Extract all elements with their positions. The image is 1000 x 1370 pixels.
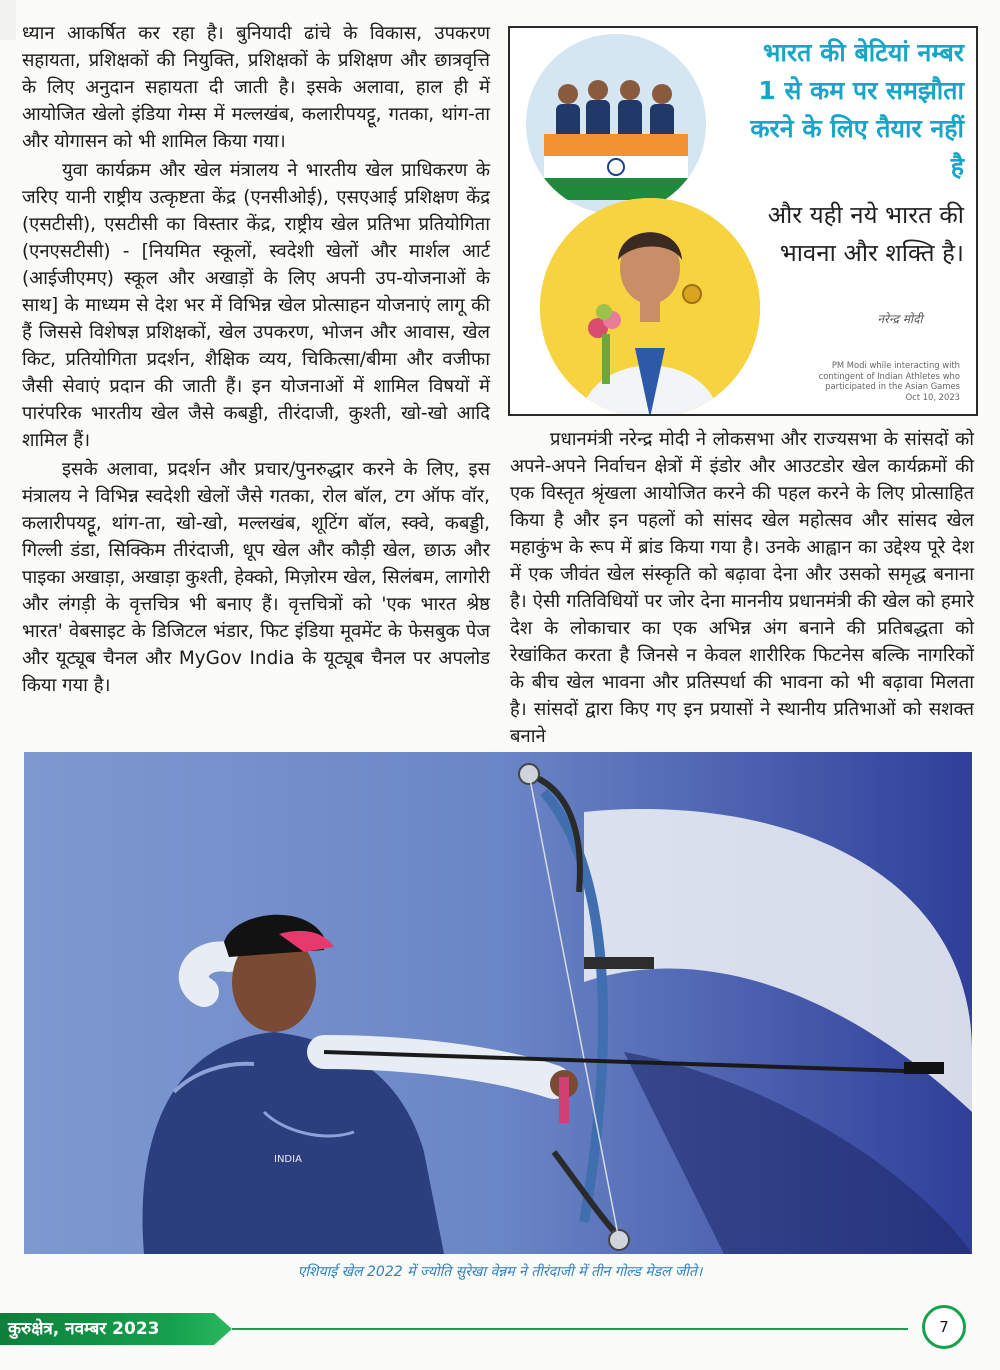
quote-box (508, 26, 978, 416)
photo-credit-caption (800, 360, 960, 402)
jersey-text: INDIA (274, 1154, 302, 1165)
left-column (22, 20, 490, 699)
team-with-flag-image (526, 34, 706, 214)
archery-image (24, 752, 972, 1254)
caption-line: participated in the Asian Games (825, 381, 960, 391)
caption-line: contingent of Indian Athletes who (818, 370, 960, 381)
left-paragraph-1: ध्यान आकर्षित कर रहा है। बुनियादी ढांचे के विकास, उपकरण सहायता, प्रशिक्षकों की नियुक्ति, प्रशिक्षकों के प्रशिक्षण और छात्रवृत्ति के लिए अनुदान सहायता दी जाती है। इसके अलावा, हाल ही में आयोजित खेलो इंडिया गेम्स में मल्लखंब, कलारीपयट्टू, गतका, थांग-ता और योगासन को भी शामिल किया गया। (22, 23, 490, 152)
archer-photo (24, 752, 972, 1254)
right-paragraph-1: प्रधानमंत्री नरेन्द्र मोदी ने लोकसभा और राज्यसभा के सांसदों को अपने-अपने निर्वाचन क्षेत्रों में इंडोर और आउटडोर खेल कार्यक्रमों की एक विस्तृत श्रृंखला आयोजित करने की पहल करने के लिए प्रोत्साहित किया है और इन पहलों को सांसद खेल महोत्सव और सांसद खेल महाकुंभ के रूप में ब्रांड किया गया है। उनके आह्वान का उद्देश्य पूरे देश में एक जीवंत खेल संस्कृति को बढ़ावा देना और उसको समृद्ध बनाना है। ऐसी गतिविधियों पर जोर देना माननीय प्रधानमंत्री की खेल को हमारे देश के लोकाचार का एक अभिन्न अंग बनाने की प्रतिबद्धता को रेखांकित करता है जिनसे न केवल शारीरिक फिटनेस बल्कि नागरिकों के बीच खेल भावना और प्रतिस्पर्धा की भावना को भी बढ़ावा मिलता है। सांसदों द्वारा किए गए इन प्रयासों ने स्थानीय प्रतिभाओं को सशक्त बनाने (510, 429, 974, 747)
page-number (922, 1305, 966, 1349)
caption-line: Oct 10, 2023 (905, 391, 960, 402)
photo-caption: एशियाई खेल 2022 में ज्योति सुरेखा वेन्नम ने तीरंदाजी में तीन गोल्ड मेडल जीते। (297, 1264, 703, 1280)
magazine-issue-label: कुरुक्षेत्र, नवम्बर 2023 (8, 1319, 160, 1339)
page-edge (0, 0, 16, 40)
team-photo-circle (526, 34, 706, 214)
medalist-photo-circle (540, 198, 760, 416)
left-paragraph-3: इसके अलावा, प्रदर्शन और प्रचार/पुनरुद्धार करने के लिए, इस मंत्रालय ने विभिन्न स्वदेशी खेलों जैसे गतका, रोल बॉल, टग ऑफ वॉर, कलारीपयट्टू, थांग-ता, खो-खो, मल्लखंब, शूटिंग बॉल, स्क्वे, कबड्डी, गिल्ली डंडा, सिक्किम तीरंदाजी, धूप खेल और कौड़ी खेल, छाऊ और पाइका अखाड़ा, अखाड़ा कुश्ती, हेक्को, मिज़ोरम खेल, सिलंबम, लागोरी और लंगड़ी के वृत्तचित्र भी बनाए हैं। वृत्तचित्रों को 'एक भारत श्रेष्ठ भारत' वेबसाइट के डिजिटल भंडार, फिट इंडिया मूवमेंट के फेसबुक पेज और यूट्यूब चैनल और MyGov India के यूट्यूब चैनल पर अपलोड किया गया है। (22, 459, 490, 696)
page-number-text: 7 (939, 1318, 949, 1336)
gold-medal (683, 285, 701, 303)
medalist-image (540, 198, 760, 416)
quote-subline: और यही नये भारत की भावना और शक्ति है। (767, 201, 964, 267)
quote-headline: भारत की बेटियां नम्बर 1 से कम पर समझौता करने के लिए तैयार नहीं है (750, 38, 964, 181)
signature: नरेन्द्र मोदी (877, 312, 923, 326)
right-column (510, 426, 974, 750)
footer-rule (232, 1328, 908, 1330)
india-flag (544, 134, 688, 200)
caption-line: PM Modi while interacting with (831, 360, 960, 370)
left-paragraph-2: युवा कार्यक्रम और खेल मंत्रालय ने भारतीय खेल प्राधिकरण के जरिए यानी राष्ट्रीय उत्कृष्टता केंद्र (एनसीओई), एसएआई प्रशिक्षण केंद्र (एसटीसी), एसटीसी का विस्तार केंद्र, राष्ट्रीय खेल प्रतिभा प्रतियोगिता (एनएसटीसी) - [नियमित स्कूलों, स्वदेशी खेलों और मार्शल आर्ट (आईजीएमए) स्कूल और अखाड़ों के लिए अपनी उप-योजनाओं के साथ] के माध्यम से देश भर में विभिन्न खेल प्रोत्साहन योजनाएं लागू की हैं जिससे विशेषज्ञ प्रशिक्षकों, खेल उपकरण, भोजन और आवास, खेल किट, प्रतियोगिता प्रदर्शन, शैक्षिक व्यय, चिकित्सा/बीमा और वजीफा जैसी सेवाएं प्रदान की जाती हैं। इन योजनाओं में शामिल विषयों में पारंपरिक भारतीय खेल जैसे कबड्डी, तीरंदाजी, कुश्ती, खो-खो आदि शामिल हैं। (22, 160, 490, 451)
